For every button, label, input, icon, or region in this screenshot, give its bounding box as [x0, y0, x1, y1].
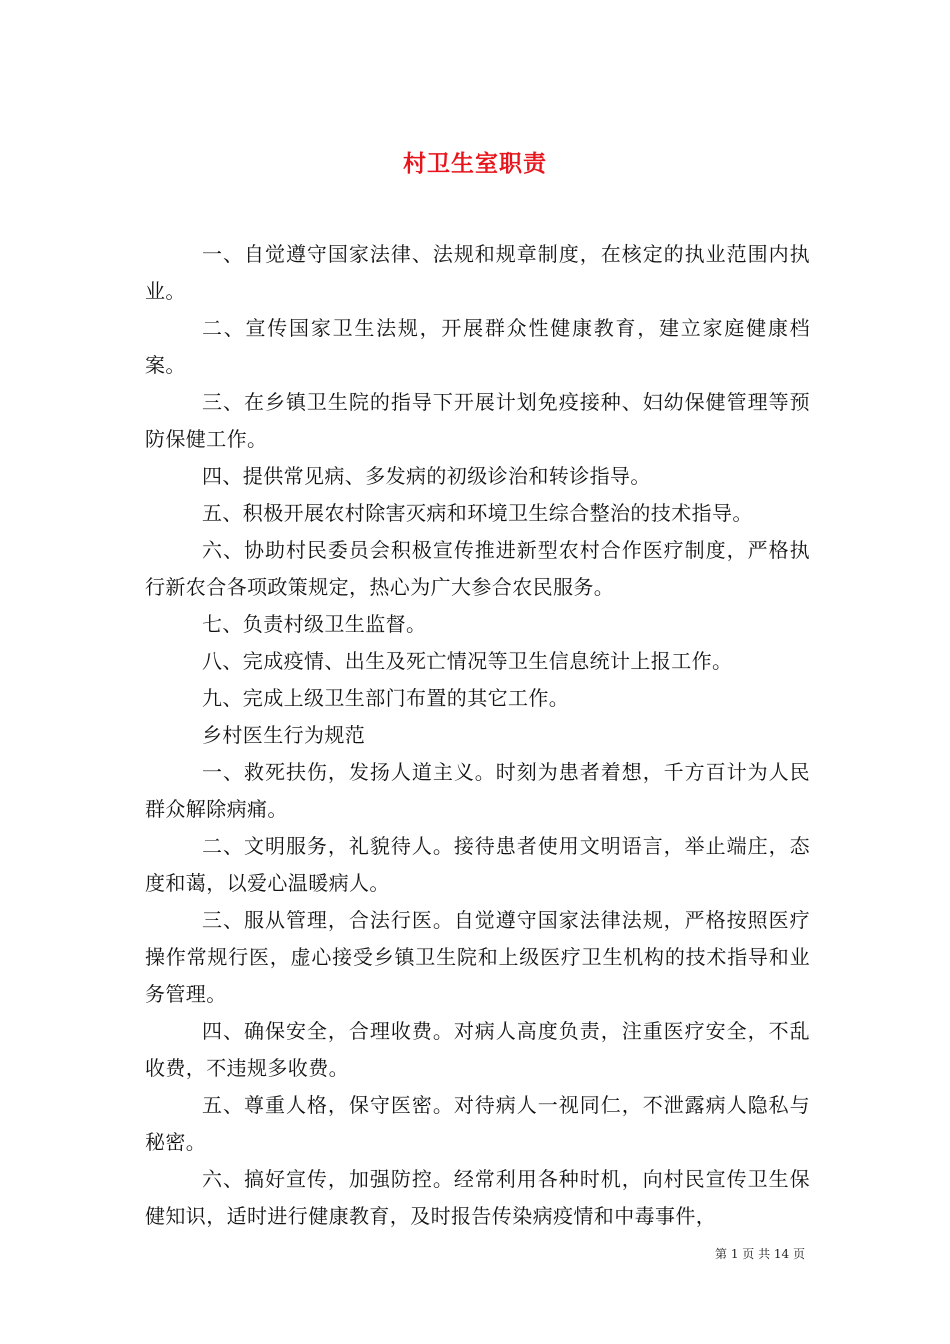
paragraph-duty-4: 四、提供常见病、多发病的初级诊治和转诊指导。	[202, 464, 651, 488]
paragraph-duty-9: 九、完成上级卫生部门布置的其它工作。	[202, 686, 570, 710]
paragraph-duty-3: 三、在乡镇卫生院的指导下开展计划免疫接种、妇幼保健管理等预防保健工作。	[145, 390, 810, 451]
paragraph-conduct-6: 六、搞好宣传，加强防控。经常利用各种时机，向村民宣传卫生保健知识，适时进行健康教育，及时报告传染病疫情和中毒事件，	[145, 1167, 810, 1228]
paragraph-duty-8: 八、完成疫情、出生及死亡情况等卫生信息统计上报工作。	[202, 649, 733, 673]
paragraph-duty-7: 七、负责村级卫生监督。	[202, 612, 427, 636]
paragraph-conduct-3: 三、服从管理，合法行医。自觉遵守国家法律法规，严格按照医疗操作常规行医，虚心接受乡镇卫生院和上级医疗卫生机构的技术指导和业务管理。	[145, 908, 810, 1006]
document-body	[145, 236, 810, 1235]
paragraph-duty-6: 六、协助村民委员会积极宣传推进新型农村合作医疗制度，严格执行新农合各项政策规定，热心为广大参合农民服务。	[145, 538, 810, 599]
paragraph-duty-1: 一、自觉遵守国家法律、法规和规章制度，在核定的执业范围内执业。	[145, 242, 810, 303]
paragraph-conduct-5: 五、尊重人格，保守医密。对待病人一视同仁，不泄露病人隐私与秘密。	[145, 1093, 810, 1154]
paragraph-duty-2: 二、宣传国家卫生法规，开展群众性健康教育，建立家庭健康档案。	[145, 316, 810, 377]
paragraph-conduct-4: 四、确保安全，合理收费。对病人高度负责，注重医疗安全，不乱收费，不违规多收费。	[145, 1019, 810, 1080]
page-number-footer: 第 1 页 共 14 页	[715, 1247, 805, 1261]
paragraph-duty-5: 五、积极开展农村除害灭病和环境卫生综合整治的技术指导。	[202, 501, 753, 525]
paragraph-conduct-1: 一、救死扶伤，发扬人道主义。时刻为患者着想，千方百计为人民群众解除病痛。	[145, 760, 810, 821]
paragraph-conduct-2: 二、文明服务，礼貌待人。接待患者使用文明语言，举止端庄，态度和蔼，以爱心温暖病人。	[145, 834, 810, 895]
document-title: 村卫生室职责	[403, 150, 547, 178]
section-heading-conduct: 乡村医生行为规范	[202, 723, 366, 747]
